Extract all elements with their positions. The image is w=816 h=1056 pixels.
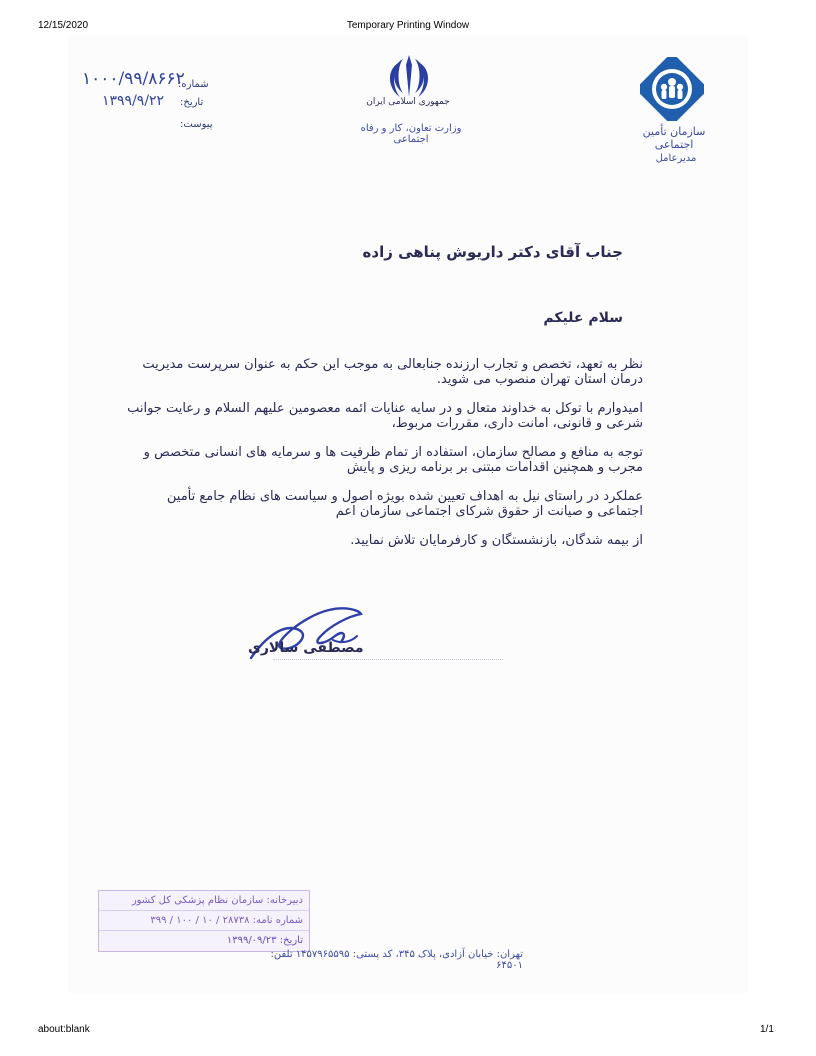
paragraph-4: عملکرد در راستای نیل به اهداف تعیین شده بویژه اصول و سیاست های نظام جامع تأمین اجتماعی و صیانت از حقوق شرکای اجتماعی سازمان اعم [166,489,643,519]
stamp-secretariat: دبیرخانه: سازمان نظام پزشکی کل کشور [99,891,309,911]
secretariat-stamp [98,890,310,952]
social-security-logo-icon [640,57,704,121]
print-page-number: 1/1 [760,1024,774,1035]
number-label: شماره: [178,79,209,90]
stamp-letter-number: شماره نامه: ۲۸۷۳۸ / ۱۰ / ۱۰۰ / ۳۹۹ [99,911,309,931]
paragraph-5: از بیمه شدگان، بازنشستگان و کارفرمایان تلاش نمایید. [350,533,643,548]
government-name: جمهوری اسلامی ایران [366,97,450,107]
print-date: 12/15/2020 [38,20,89,31]
paragraph-2: امیدوارم با توکل به خداوند متعال و در سایه عنایات ائمه معصومین علیهم السلام و رعایت جوانب شرعی و قانونی، امانت داری، مقررات مربوط، [127,401,643,431]
stamp-date: تاریخ: ۱۳۹۹/۰۹/۲۳ [226,935,303,946]
addressee: جناب آقای دکتر داریوش پناهی زاده [362,243,623,261]
ministry-name: وزارت تعاون، کار و رفاه اجتماعی [360,123,462,145]
signer-name: مصطفی سالاری [248,640,364,656]
org-name: سازمان تأمین اجتماعی [642,125,706,151]
divider [273,659,503,660]
print-url: about:blank [38,1024,90,1035]
date-label: تاریخ: [180,97,204,108]
letter-number: ۱۰۰۰/۹۹/۸۶۶۲ [82,69,185,89]
paragraph-3: توجه به منافع و مصالح سازمان، استفاده از تمام ظرفیت ها و سرمایه های انسانی متخصص و مجرب و همچنین اقدامات مبتنی بر برنامه ریزی و پایش [143,445,643,475]
greeting: سلام علیکم [543,310,623,326]
print-title: Temporary Printing Window [346,20,470,31]
address-footer: تهران: خیابان آزادی، پلاک ۳۴۵، کد پستی: ۱۴۵۷۹۶۵۵۹۵ تلفن: ۶۴۵۰۱ [270,949,523,971]
letter-date: ۱۳۹۹/۹/۲۲ [102,93,165,109]
org-subtitle: مدیرعامل [655,153,697,164]
paragraph-1: نظر به تعهد، تخصص و تجارب ارزنده جنابعالی به موجب این حکم به عنوان سرپرست مدیریت درمان استان تهران منصوب می شوید. [142,357,643,387]
iran-emblem-icon [386,51,432,103]
attachment-label: پیوست: [180,119,213,130]
letter-page [68,35,748,993]
